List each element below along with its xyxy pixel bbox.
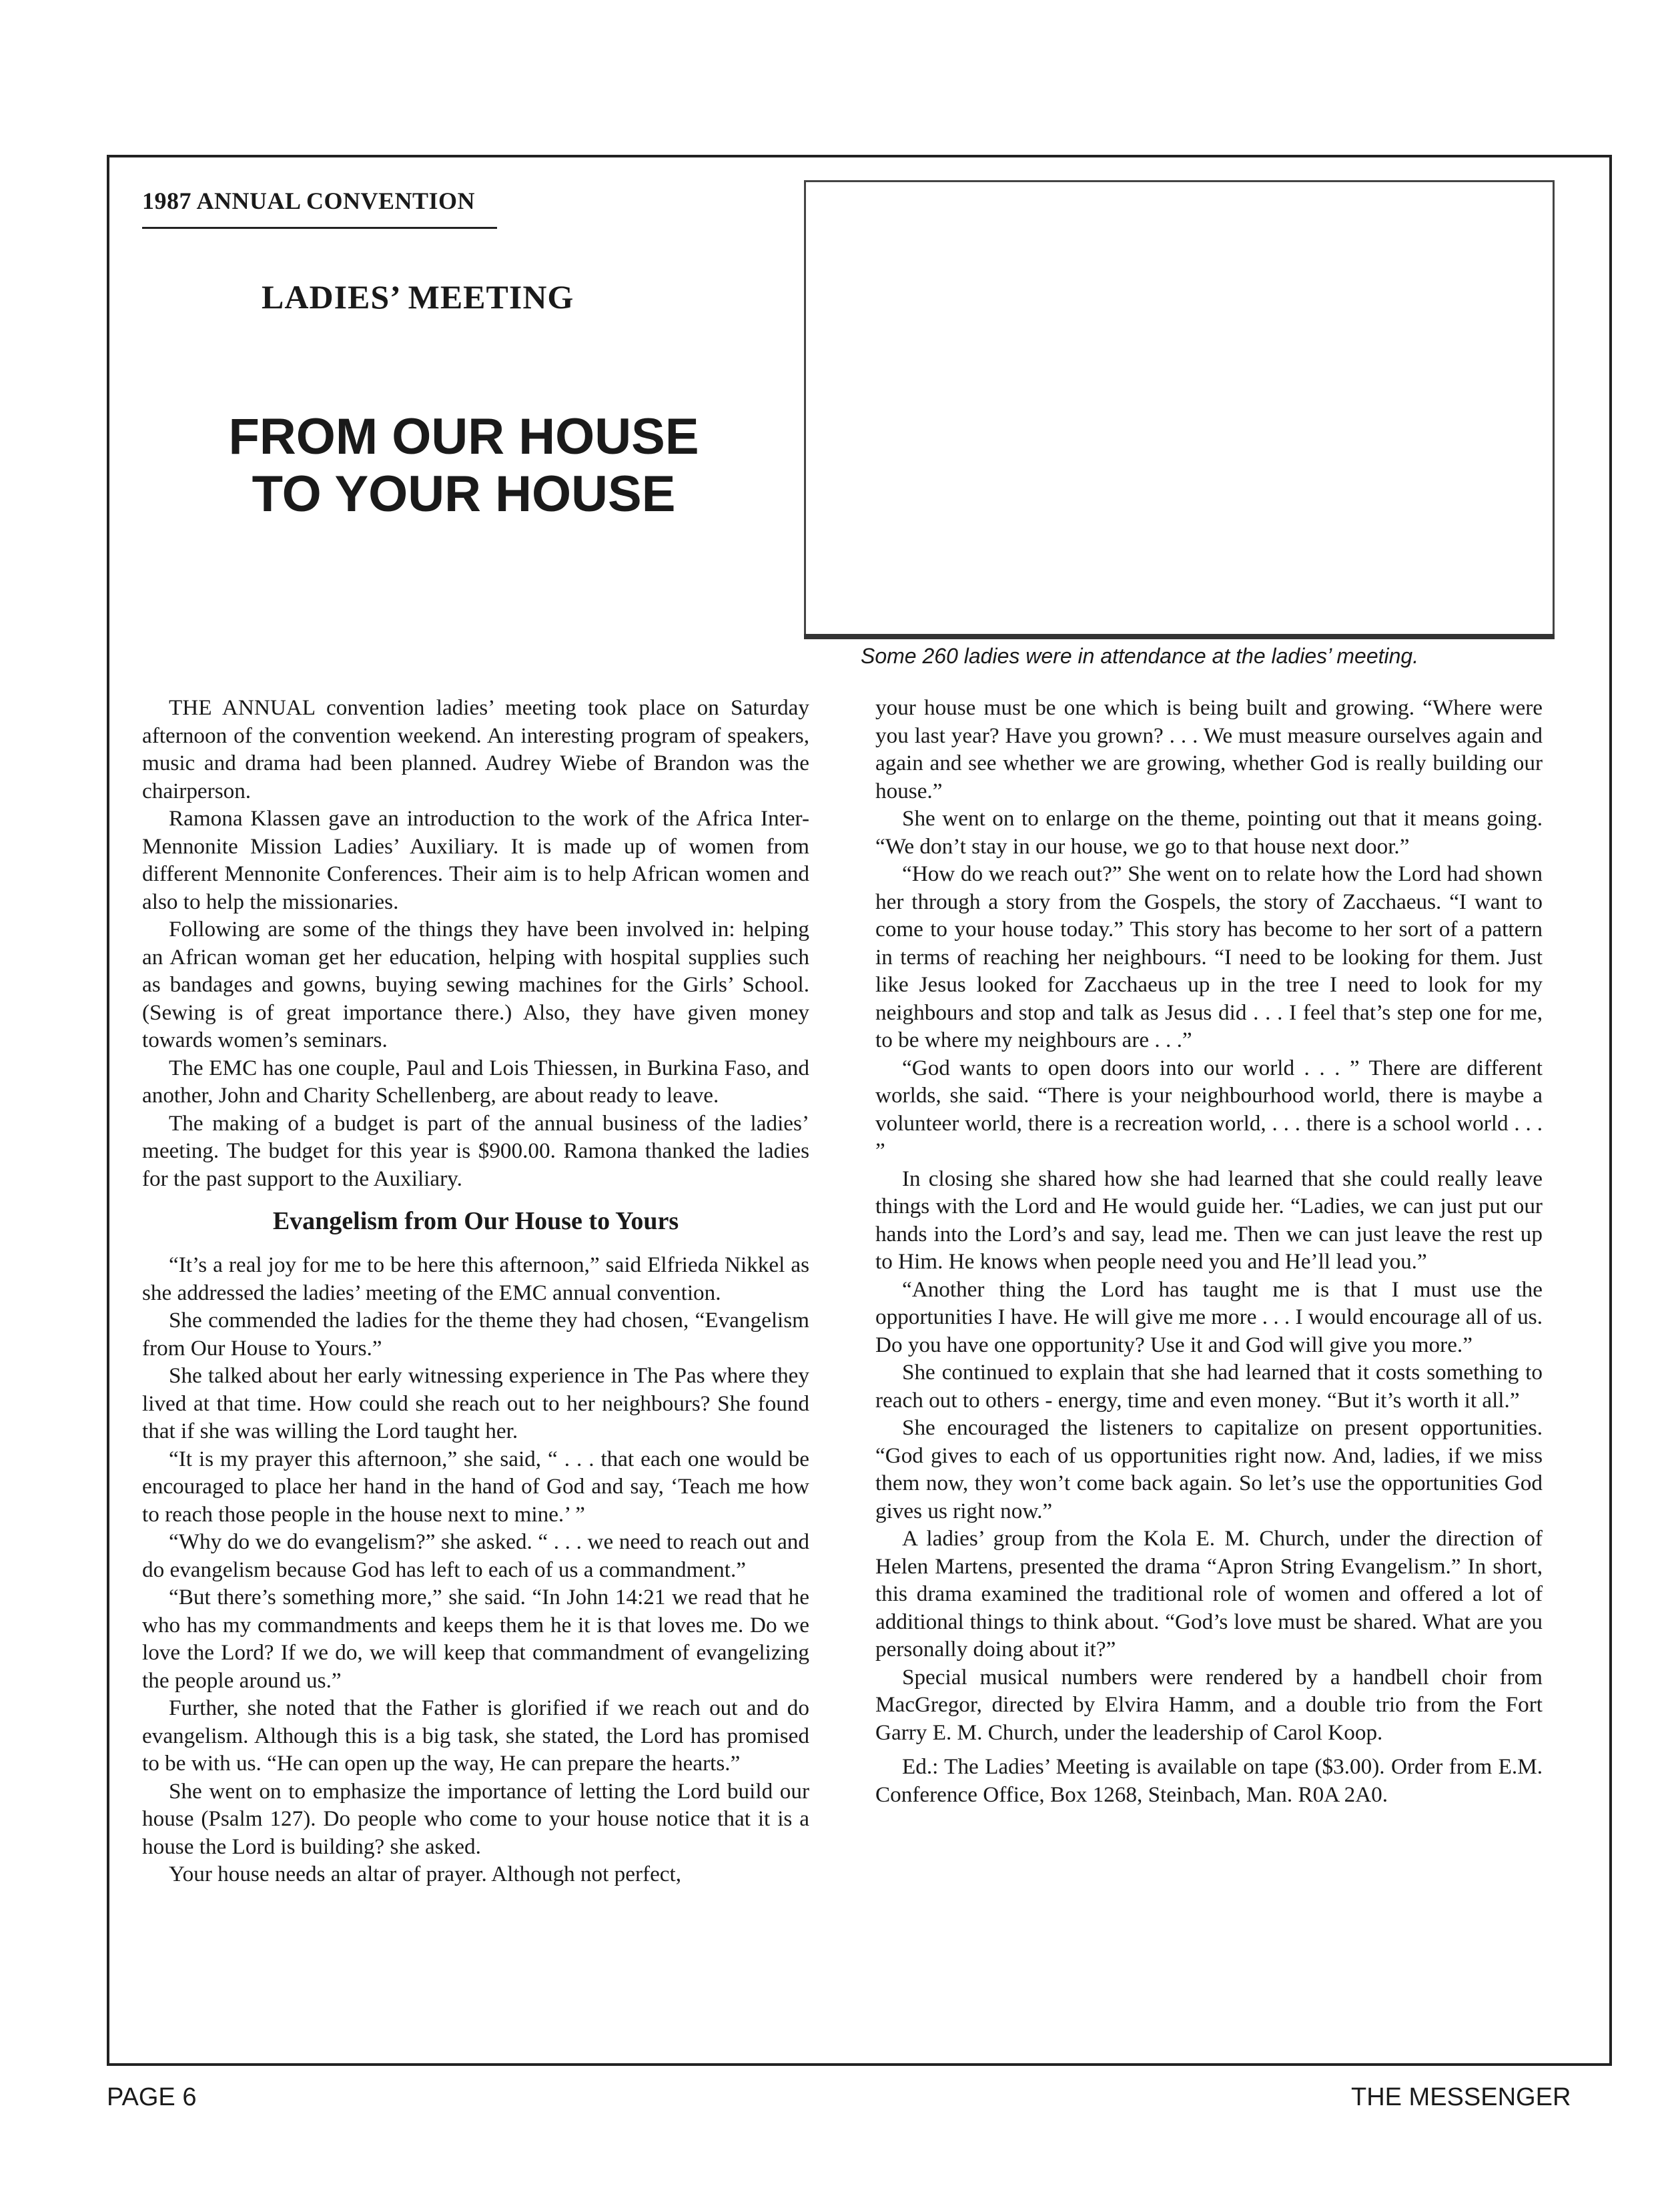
paragraph: A ladies’ group from the Kola E. M. Church, under the direction of Helen Martens, presented the drama “Apron String Evangelism.” In short, this drama examined the traditional role of women and offered a lot of additional things to think about. “God’s love must be shared. What are you personally doing about it?” xyxy=(875,1526,1543,1662)
paragraph: “How do we reach out?” She went on to relate how the Lord had shown her through a story from the Gospels, the story of Zacchaeus. “I want to come to your house today.” This story has become to her sort of a pattern in terms of reaching her neighbours. “I need to be looking for them. Just like Jesus looked for Zacchaeus up in the tree I need to look for my neighbours and stop and talk as Jesus did . . . I feel that’s step one for me, to be where my neighbours are . . .” xyxy=(875,861,1543,1052)
paragraph: “Why do we do evangelism?” she asked. “ . . . we need to reach out and do evangelism because God has left to each of us a commandment.” xyxy=(142,1529,809,1582)
photo-bottom-edge xyxy=(804,634,1555,639)
paragraph: Further, she noted that the Father is glorified if we reach out and do evangelism. Although this is a big task, she stated, the Lord has promised to be with us. “He can open up the way, He can prepare the hearts.” xyxy=(142,1696,809,1776)
editor-note: Ed.: The Ladies’ Meeting is available on tape ($3.00). Order from E.M. Conference Office, Box 1268, Steinbach, Man. R0A 2A0. xyxy=(875,1754,1543,1807)
paragraph: She went on to enlarge on the theme, pointing out that it means going. “We don’t stay in our house, we go to that house next door.” xyxy=(875,806,1543,859)
paragraph: In closing she shared how she had learned that she could really leave things with the Lord and He would guide her. “Ladies, we can just put our hands into the Lord’s and say, lead me. Then we can just leave the rest up to Him. He knows when people need you and He’ll lead you.” xyxy=(875,1166,1543,1274)
paragraph: “It is my prayer this afternoon,” she said, “ . . . that each one would be encouraged to place her hand in the hand of God and say, ‘Teach me how to reach those people in the house next to mine.’ ” xyxy=(142,1446,809,1527)
subheading: Evangelism from Our House to Yours xyxy=(272,1207,679,1235)
photo-caption: Some 260 ladies were in attendance at the ladies’ meeting. xyxy=(861,644,1419,668)
section-label: 1987 ANNUAL CONVENTION xyxy=(142,188,476,214)
paragraph: Special musical numbers were rendered by a handbell choir from MacGregor, directed by Elvira Hamm, and a double trio from the Fort Garry E. M. Church, under the leadership of Carol Koop. xyxy=(875,1664,1543,1745)
paragraph: Your house needs an altar of prayer. Although not perfect, xyxy=(169,1862,682,1886)
paragraph: THE ANNUAL convention ladies’ meeting took place on Saturday afternoon of the convention weekend. An interesting program of speakers, music and drama had been planned. Audrey Wiebe of Brandon was the chairperson. xyxy=(142,695,809,803)
headline-line-1: FROM OUR HOUSE xyxy=(228,408,699,465)
paragraph: Ramona Klassen gave an introduction to the work of the Africa Inter-Mennonite Mission Ladies’ Auxiliary. It is made up of women from different Mennonite Conferences. Their aim is to help African women and also to help the missionaries. xyxy=(142,806,809,914)
left-column xyxy=(142,694,809,1888)
headline-line-2: TO YOUR HOUSE xyxy=(252,466,676,522)
paragraph: She encouraged the listeners to capitalize on present opportunities. “God gives to each of us opportunities right now. And, ladies, if we miss them now, they won’t come back again. So let’s use the opportunities God gives us right now.” xyxy=(875,1415,1543,1523)
publication-name: THE MESSENGER xyxy=(1351,2083,1571,2111)
paragraph: She talked about her early witnessing experience in The Pas where they lived at that time. How could she reach out to her neighbours? She found that if she was willing the Lord taught her. xyxy=(142,1363,809,1443)
meeting-title: LADIES’ MEETING xyxy=(262,278,574,316)
page-number: PAGE 6 xyxy=(107,2083,197,2111)
paragraph: “God wants to open doors into our world . . . ” There are different worlds, she said. “There is your neighbourhood world, there is maybe a volunteer world, there is a recreation world, . . . there is a school world . . . ” xyxy=(875,1055,1543,1163)
paragraph: The making of a budget is part of the annual business of the ladies’ meeting. The budget for this year is $900.00. Ramona thanked the ladies for the past support to the Auxiliary. xyxy=(142,1110,809,1191)
paragraph: “Another thing the Lord has taught me is that I must use the opportunities I have. He will give me more . . . I would encourage all of us. Do you have one opportunity? Use it and God will give you more.” xyxy=(875,1276,1543,1357)
right-column xyxy=(875,694,1543,1808)
paragraph: Following are some of the things they have been involved in: helping an African woman get her education, helping with hospital supplies such as bandages and gowns, buying sewing machines for the Girls’ School. (Sewing is of great importance there.) Also, they have given money towards women’s seminars. xyxy=(142,917,809,1052)
paragraph: She commended the ladies for the theme they had chosen, “Evangelism from Our House to Yours.” xyxy=(142,1308,809,1361)
paragraph: She continued to explain that she had learned that it costs something to reach out to others - energy, time and even money. “But it’s worth it all.” xyxy=(875,1360,1543,1413)
meeting-photo xyxy=(804,180,1555,639)
paragraph: The EMC has one couple, Paul and Lois Thiessen, in Burkina Faso, and another, John and Charity Schellenberg, are about ready to leave. xyxy=(142,1055,809,1108)
paragraph: She went on to emphasize the importance of letting the Lord build our house (Psalm 127). Do people who come to your house notice that it is a house the Lord is building? she asked. xyxy=(142,1778,809,1859)
paragraph: “It’s a real joy for me to be here this afternoon,” said Elfrieda Nikkel as she addressed the ladies’ meeting of the EMC annual convention. xyxy=(142,1252,809,1305)
headline xyxy=(214,408,714,523)
paragraph: your house must be one which is being built and growing. “Where were you last year? Have you grown? . . . We must measure ourselves again and again and see whether we are growing, whether God is really building our house.” xyxy=(875,695,1543,803)
paragraph: “But there’s something more,” she said. “In John 14:21 we read that he who has my commandments and keeps them he it is that loves me. Do we love the Lord? If we do, we will keep that commandment of evangelizing the people around us.” xyxy=(142,1585,809,1693)
section-rule xyxy=(142,227,497,229)
